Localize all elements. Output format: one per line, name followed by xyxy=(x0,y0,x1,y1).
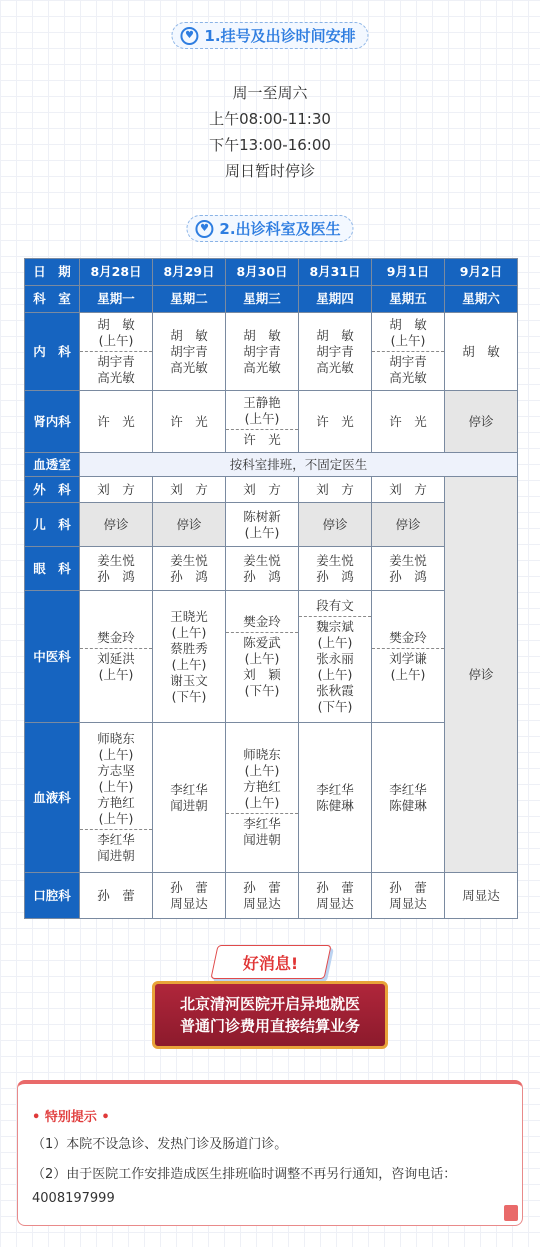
doctor-names: 姜生悦 孙 鸿 xyxy=(372,547,445,591)
doctor-names: 孙 蕾 周显达 xyxy=(226,873,299,919)
table-row-yanke xyxy=(25,547,518,591)
doctor-names: 胡 敏 胡宇青 高光敏 xyxy=(226,313,299,391)
doctor-names: 刘 方 xyxy=(372,477,445,503)
schedule-cell xyxy=(372,313,445,391)
schedule-cell xyxy=(372,591,445,723)
doctor-names: 王静艳 (上午) xyxy=(243,395,281,426)
doctor-names: 李红华 陈健琳 xyxy=(299,723,372,873)
doctor-names: 许 光 xyxy=(372,391,445,453)
date-cell: 8月29日 xyxy=(153,259,226,286)
weekday-cell: 星期二 xyxy=(153,286,226,313)
hours-line: 下午13:00-16:00 xyxy=(209,136,331,154)
doctor-names: 许 光 xyxy=(153,391,226,453)
doctor-names: 师晓东 (上午) 方艳红 (上午) xyxy=(243,747,281,810)
table-row-erke xyxy=(25,503,518,547)
dept-name: 儿 科 xyxy=(25,503,80,547)
doctor-names: 刘学谦 (上午) xyxy=(372,648,444,685)
doctor-names: 樊金玲 xyxy=(389,630,427,645)
status-stop: 停诊 xyxy=(372,503,445,547)
doctor-names: 陈树新 (上午) xyxy=(226,503,299,547)
corner-decoration-icon xyxy=(504,1205,518,1221)
doctor-names: 孙 蕾 xyxy=(80,873,153,919)
schedule-cell xyxy=(80,591,153,723)
doctor-names: 胡 敏 (上午) xyxy=(389,317,427,348)
doctor-names: 姜生悦 孙 鸿 xyxy=(299,547,372,591)
status-stop xyxy=(445,477,518,873)
doctor-names: 王晓光 (上午) 蔡胜秀 (上午) 谢玉文 (下午) xyxy=(153,591,226,723)
table-row-shen xyxy=(25,391,518,453)
weekday-cell: 星期六 xyxy=(445,286,518,313)
section-title-text: 2.出诊科室及医生 xyxy=(219,220,341,238)
hours-line: 上午08:00-11:30 xyxy=(209,110,331,128)
good-news-tag xyxy=(210,945,331,979)
doctor-names: 胡 敏 xyxy=(445,313,518,391)
weekday-cell: 星期五 xyxy=(372,286,445,313)
doctor-names: 许 光 xyxy=(80,391,153,453)
section-title-schedule xyxy=(171,22,368,49)
table-row-zhongyi xyxy=(25,591,518,723)
table-row-xuetou xyxy=(25,453,518,477)
hours-line: 周一至周六 xyxy=(232,84,308,102)
doctor-names: 李红华 闻进朝 xyxy=(153,723,226,873)
date-row xyxy=(25,259,518,286)
doctor-names: 孙 蕾 周显达 xyxy=(372,873,445,919)
doctor-names: 许 光 xyxy=(299,391,372,453)
doctor-names: 刘 方 xyxy=(226,477,299,503)
schedule-cell xyxy=(80,723,153,873)
doctor-names: 胡宇青 高光敏 xyxy=(80,351,152,388)
status-stop: 停诊 xyxy=(445,391,518,453)
weekday-cell: 星期四 xyxy=(299,286,372,313)
doctor-names: 胡宇青 高光敏 xyxy=(372,351,444,388)
news-line: 北京清河医院开启异地就医 xyxy=(179,995,360,1013)
schedule-cell xyxy=(299,591,372,723)
doctor-names: 许 光 xyxy=(226,429,298,450)
doctor-names: 魏宗斌 (上午) 张永丽 (上午) 张秋霞 (下午) xyxy=(299,616,371,717)
date-cell: 8月30日 xyxy=(226,259,299,286)
schedule-table xyxy=(24,258,518,919)
table-row-waike xyxy=(25,477,518,503)
doctor-names: 陈爱武 (上午) 刘 颖 (下午) xyxy=(226,632,298,701)
doctor-names: 周显达 xyxy=(445,873,518,919)
doctor-names: 刘 方 xyxy=(153,477,226,503)
doctor-names: 胡 敏 (上午) xyxy=(97,317,135,348)
weekday-cell: 星期一 xyxy=(80,286,153,313)
doctor-names: 刘 方 xyxy=(80,477,153,503)
date-cell: 9月1日 xyxy=(372,259,445,286)
section-title-departments xyxy=(186,215,353,242)
good-news-text: 好消息! xyxy=(243,953,299,973)
status-stop-text: 停诊 xyxy=(468,666,494,682)
news-line: 普通门诊费用直接结算业务 xyxy=(179,1017,360,1035)
status-stop: 停诊 xyxy=(153,503,226,547)
doctor-names: 胡 敏 胡宇青 高光敏 xyxy=(153,313,226,391)
date-cell: 8月28日 xyxy=(80,259,153,286)
dialysis-note: 按科室排班，不固定医生 xyxy=(80,453,518,477)
dept-name: 外 科 xyxy=(25,477,80,503)
table-row-kouqiang xyxy=(25,873,518,919)
notice-item: （1）本院不设急诊、发热门诊及肠道门诊。 xyxy=(32,1137,288,1152)
dept-name: 肾内科 xyxy=(25,391,80,453)
dept-name: 眼 科 xyxy=(25,547,80,591)
table-row-neike xyxy=(25,313,518,391)
dept-name: 内 科 xyxy=(25,313,80,391)
dept-name: 口腔科 xyxy=(25,873,80,919)
notice-item: （2）由于医院工作安排造成医生排班临时调整不再另行通知，咨询电话：4008197999 xyxy=(32,1167,457,1206)
dept-name: 血透室 xyxy=(25,453,80,477)
doctor-names: 刘延洪 (上午) xyxy=(80,648,152,685)
stethoscope-icon: ♥ xyxy=(180,27,198,45)
notice-title: • 特别提示 • xyxy=(32,1110,110,1125)
doctor-names: 李红华 闻进朝 xyxy=(226,813,298,850)
dept-label: 科 室 xyxy=(25,286,80,313)
doctor-names: 胡 敏 胡宇青 高光敏 xyxy=(299,313,372,391)
doctor-names: 师晓东 (上午) 方志坚 (上午) 方艳红 (上午) xyxy=(97,731,135,826)
schedule-cell xyxy=(226,391,299,453)
doctor-names: 樊金玲 xyxy=(243,614,281,629)
schedule-cell xyxy=(226,591,299,723)
schedule-cell xyxy=(80,313,153,391)
doctor-names: 姜生悦 孙 鸿 xyxy=(153,547,226,591)
date-cell: 9月2日 xyxy=(445,259,518,286)
doctor-names: 姜生悦 孙 鸿 xyxy=(226,547,299,591)
hours-line: 周日暂时停诊 xyxy=(224,162,315,180)
status-stop: 停诊 xyxy=(80,503,153,547)
doctor-names: 段有文 xyxy=(316,598,354,613)
doctor-names: 孙 蕾 周显达 xyxy=(299,873,372,919)
dept-name: 血液科 xyxy=(25,723,80,873)
date-cell: 8月31日 xyxy=(299,259,372,286)
status-stop: 停诊 xyxy=(299,503,372,547)
doctor-names: 刘 方 xyxy=(299,477,372,503)
doctor-names: 李红华 闻进朝 xyxy=(80,829,152,866)
special-notice xyxy=(17,1080,523,1226)
doctor-names: 樊金玲 xyxy=(97,630,135,645)
section-title-text: 1.挂号及出诊时间安排 xyxy=(204,27,356,45)
date-label: 日 期 xyxy=(25,259,80,286)
doctor-names: 孙 蕾 周显达 xyxy=(153,873,226,919)
opening-hours xyxy=(0,80,540,184)
doctor-names: 姜生悦 孙 鸿 xyxy=(80,547,153,591)
weekday-cell: 星期三 xyxy=(226,286,299,313)
schedule-cell xyxy=(226,723,299,873)
stethoscope-icon: ♥ xyxy=(195,220,213,238)
news-banner[interactable] xyxy=(152,981,388,1049)
table-row-xueye xyxy=(25,723,518,873)
weekday-row xyxy=(25,286,518,313)
dept-name: 中医科 xyxy=(25,591,80,723)
doctor-names: 李红华 陈健琳 xyxy=(372,723,445,873)
